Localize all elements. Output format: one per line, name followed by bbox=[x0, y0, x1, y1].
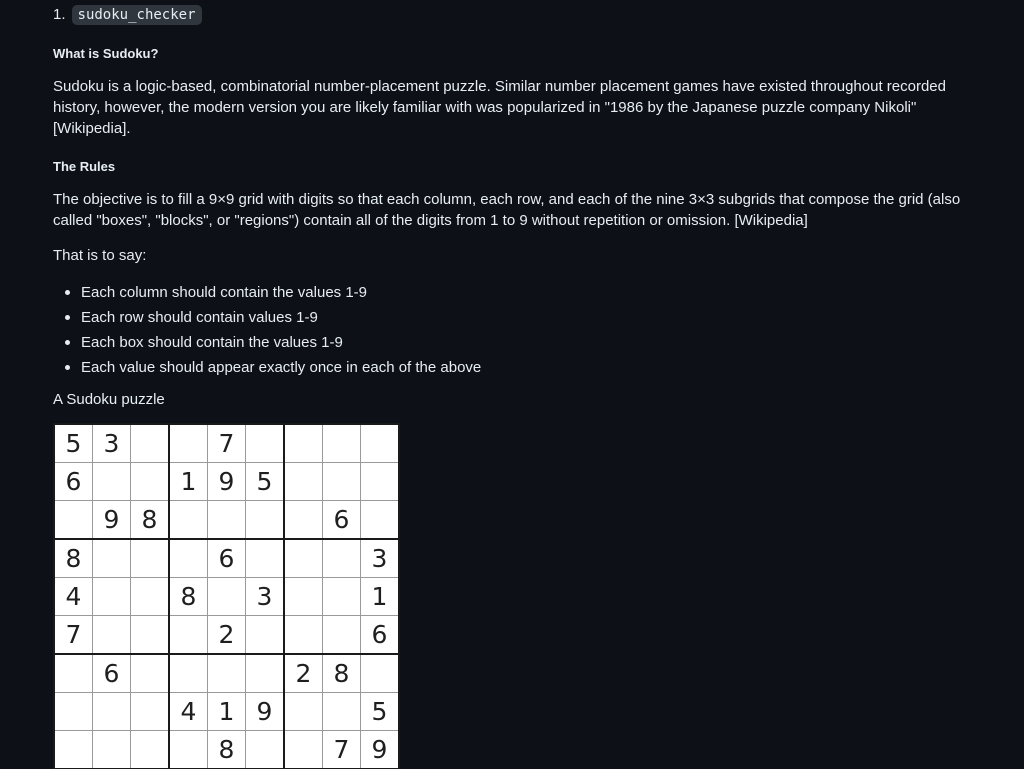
rules-paragraph: The objective is to fill a 9×9 grid with digits so that each column, each row, and each of the nine 3×3 subgrids that compose the grid (also called "boxes", "blocks", or "regions") contain all of the digits from 1 to 9 without repetition or omission. [Wikipedia] bbox=[53, 191, 961, 229]
sudoku-cell bbox=[361, 463, 400, 501]
sudoku-row bbox=[54, 731, 399, 769]
sudoku-row bbox=[54, 616, 399, 655]
sudoku-cell bbox=[169, 424, 208, 463]
sudoku-cell: 9 bbox=[246, 693, 285, 731]
sudoku-row bbox=[54, 693, 399, 731]
rules-list bbox=[53, 280, 481, 380]
sudoku-cell bbox=[323, 539, 361, 578]
sudoku-cell: 8 bbox=[54, 539, 93, 578]
sudoku-cell bbox=[284, 463, 323, 501]
sudoku-cell bbox=[284, 424, 323, 463]
sudoku-cell: 6 bbox=[323, 501, 361, 540]
list-item: Each row should contain values 1-9 bbox=[53, 305, 481, 330]
sudoku-row bbox=[54, 463, 399, 501]
sudoku-cell: 6 bbox=[208, 539, 246, 578]
sudoku-cell bbox=[131, 616, 170, 655]
list-item: Each column should contain the values 1-9 bbox=[53, 280, 481, 305]
sudoku-cell bbox=[54, 731, 93, 769]
sudoku-cell bbox=[131, 654, 170, 693]
that-is-to-say-text: That is to say: bbox=[53, 247, 147, 264]
sudoku-cell bbox=[208, 578, 246, 616]
sudoku-cell bbox=[54, 654, 93, 693]
sudoku-cell bbox=[246, 731, 285, 769]
sudoku-cell: 1 bbox=[208, 693, 246, 731]
sudoku-cell: 2 bbox=[208, 616, 246, 655]
sudoku-cell: 8 bbox=[208, 731, 246, 769]
sudoku-cell: 2 bbox=[284, 654, 323, 693]
sudoku-cell: 1 bbox=[169, 463, 208, 501]
sudoku-cell bbox=[169, 616, 208, 655]
sudoku-cell: 9 bbox=[93, 501, 131, 540]
sudoku-cell bbox=[284, 616, 323, 655]
sudoku-row bbox=[54, 424, 399, 463]
sudoku-cell: 7 bbox=[208, 424, 246, 463]
sudoku-cell: 8 bbox=[131, 501, 170, 540]
sudoku-row bbox=[54, 539, 399, 578]
sudoku-cell bbox=[284, 501, 323, 540]
sudoku-grid-image bbox=[53, 423, 400, 769]
sudoku-cell bbox=[131, 731, 170, 769]
what-is-sudoku-heading: What is Sudoku? bbox=[53, 46, 159, 61]
sudoku-cell bbox=[361, 424, 400, 463]
sudoku-cell bbox=[246, 424, 285, 463]
sudoku-cell bbox=[246, 654, 285, 693]
sudoku-cell bbox=[246, 501, 285, 540]
sudoku-cell: 8 bbox=[323, 654, 361, 693]
sudoku-cell bbox=[93, 693, 131, 731]
sudoku-cell bbox=[323, 463, 361, 501]
sudoku-cell bbox=[323, 424, 361, 463]
sudoku-cell: 7 bbox=[323, 731, 361, 769]
rules-heading: The Rules bbox=[53, 159, 116, 174]
sudoku-cell bbox=[54, 501, 93, 540]
sudoku-row bbox=[54, 578, 399, 616]
sudoku-cell: 8 bbox=[169, 578, 208, 616]
sudoku-cell: 5 bbox=[54, 424, 93, 463]
list-item-title bbox=[53, 4, 202, 26]
sudoku-cell: 4 bbox=[54, 578, 93, 616]
list-item: Each box should contain the values 1-9 bbox=[53, 330, 481, 355]
sudoku-cell bbox=[208, 501, 246, 540]
sudoku-cell bbox=[131, 424, 170, 463]
sudoku-cell bbox=[284, 539, 323, 578]
sudoku-cell bbox=[246, 539, 285, 578]
sudoku-cell: 3 bbox=[246, 578, 285, 616]
sudoku-cell bbox=[169, 501, 208, 540]
sudoku-cell bbox=[361, 654, 400, 693]
function-name-code: sudoku_checker bbox=[72, 5, 202, 25]
sudoku-cell bbox=[169, 539, 208, 578]
sudoku-cell bbox=[208, 654, 246, 693]
sudoku-cell: 3 bbox=[361, 539, 400, 578]
puzzle-caption: A Sudoku puzzle bbox=[53, 391, 165, 408]
sudoku-cell bbox=[284, 731, 323, 769]
sudoku-cell: 9 bbox=[361, 731, 400, 769]
sudoku-cell: 3 bbox=[93, 424, 131, 463]
sudoku-cell bbox=[323, 616, 361, 655]
sudoku-cell bbox=[323, 578, 361, 616]
what-is-sudoku-paragraph: Sudoku is a logic-based, combinatorial number-placement puzzle. Similar number placement games have existed throughout recorded history, however, the modern version you are likely familiar with was popularized in "1986 by the Japanese puzzle company Nikoli" [Wikipedia]. bbox=[53, 78, 946, 137]
sudoku-cell bbox=[131, 578, 170, 616]
sudoku-cell bbox=[93, 463, 131, 501]
sudoku-cell: 6 bbox=[93, 654, 131, 693]
sudoku-cell bbox=[169, 731, 208, 769]
sudoku-cell bbox=[93, 731, 131, 769]
sudoku-cell bbox=[131, 693, 170, 731]
sudoku-row bbox=[54, 654, 399, 693]
sudoku-cell: 1 bbox=[361, 578, 400, 616]
list-item: Each value should appear exactly once in each of the above bbox=[53, 355, 481, 380]
sudoku-cell: 6 bbox=[361, 616, 400, 655]
sudoku-cell bbox=[54, 693, 93, 731]
sudoku-cell: 7 bbox=[54, 616, 93, 655]
sudoku-cell bbox=[246, 616, 285, 655]
sudoku-cell bbox=[131, 463, 170, 501]
list-number: 1. bbox=[53, 6, 66, 23]
sudoku-cell: 9 bbox=[208, 463, 246, 501]
sudoku-cell bbox=[323, 693, 361, 731]
sudoku-cell bbox=[93, 539, 131, 578]
sudoku-cell bbox=[93, 616, 131, 655]
sudoku-cell: 4 bbox=[169, 693, 208, 731]
sudoku-cell bbox=[169, 654, 208, 693]
sudoku-cell bbox=[284, 693, 323, 731]
sudoku-cell: 5 bbox=[361, 693, 400, 731]
sudoku-cell bbox=[284, 578, 323, 616]
sudoku-cell bbox=[131, 539, 170, 578]
sudoku-cell: 5 bbox=[246, 463, 285, 501]
sudoku-cell bbox=[361, 501, 400, 540]
sudoku-cell: 6 bbox=[54, 463, 93, 501]
sudoku-row bbox=[54, 501, 399, 540]
sudoku-cell bbox=[93, 578, 131, 616]
